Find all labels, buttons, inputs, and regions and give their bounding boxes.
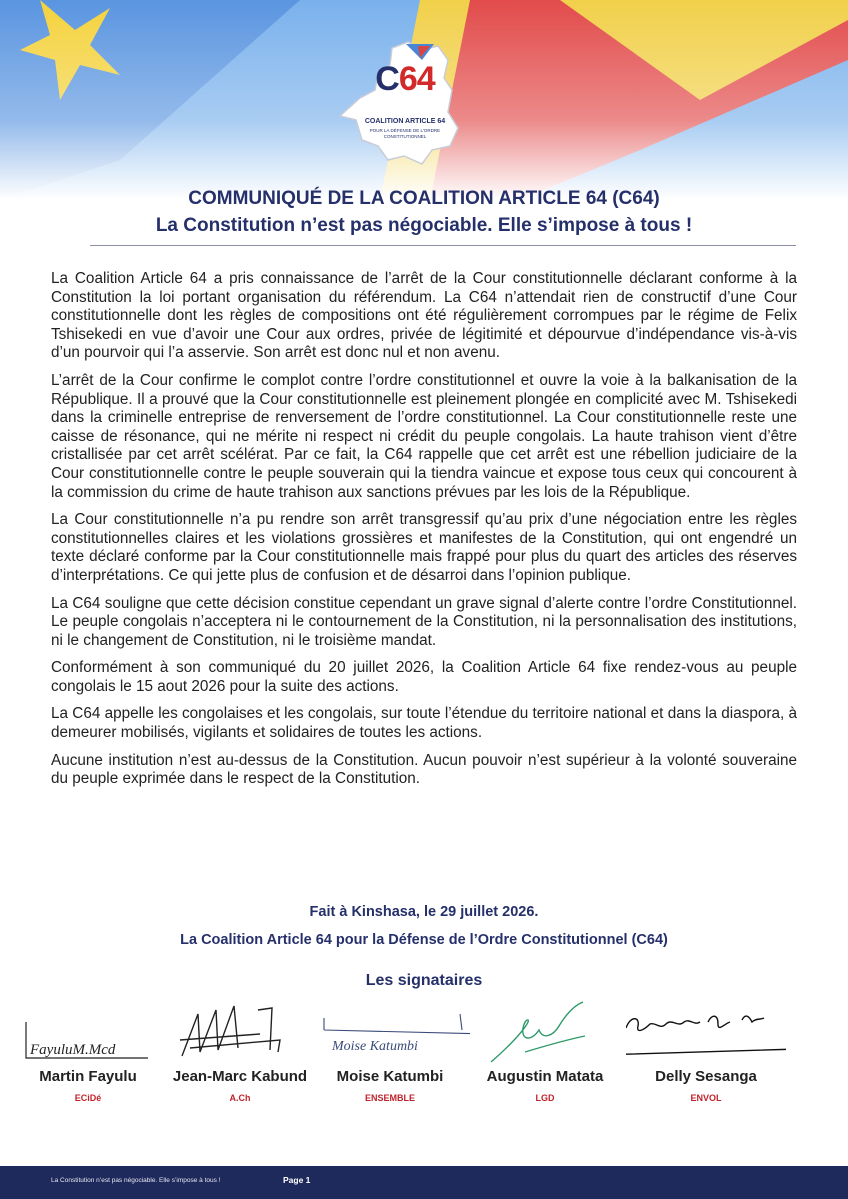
signatory-name: Delly Sesanga: [655, 1068, 757, 1085]
svg-text:FayuluM.Mcd: FayuluM.Mcd: [30, 1042, 116, 1058]
paragraph: La Cour constitutionnelle n’a pu rendre son arrêt transgressif qu’au prix d’une négociation entre les règles constitutionnelles claires et les violations grossières et manifestes de la Constitution, qui ont engendré un texte déclaré conforme par la Cour constitutionnelle mais frappé pour plus du quart des articles des réserves d’interprétations. Ce qui jette plus de confusion et de désarroi dans l’opinion publique.: [51, 511, 797, 584]
paragraph: L’arrêt de la Cour confirme le complot contre l’ordre constitutionnel et ouvre la voie à la balkanisation de la République. Il a prouvé que la Cour constitutionnelle est pleinement plongée en complicité avec M. Tshisekedi dans la criminelle entreprise de renversement de l’ordre constitutionnel. La Cour constitutionnelle reste une caisse de résonance, qui ne mérite ni respect ni crédit du peuple congolais. La haute trahison vient d’être cristallisée par cet arrêt scélérat. Par ce fait, la C64 rappelle que cet arrêt est une rébellion judiciaire de la Cour constitutionnelle contre le peuple souverain qui la tiendra vaincue et expose tous ceux qui concourent à la commission du crime de haute trahison aux sanctions prévues par les lois de la République.: [51, 371, 797, 501]
signature-image: [8, 1000, 168, 1066]
signatory-name: Jean-Marc Kabund: [172, 1068, 308, 1085]
page-title: COMMUNIQUÉ DE LA COALITION ARTICLE 64 (C64): [188, 188, 660, 209]
paragraph: La C64 souligne que cette décision constitue cependant un grave signal d’alerte contre l’ordre Constitutionnel. Le peuple congolais n’acceptera ni le contournement de la Constitution, ni la personnalisation des institutions, ni le changement de Constitution, ni le troisième mandat.: [51, 594, 797, 649]
signature-image: [465, 1000, 625, 1066]
signatory-sesanga: [626, 1000, 786, 1115]
place-date: Fait à Kinshasa, le 29 juillet 2026.: [309, 904, 539, 920]
signatory-matata: [465, 1000, 625, 1115]
signatory-name: Martin Fayulu: [39, 1068, 137, 1085]
page-subtitle: La Constitution n’est pas négociable. Elle s’impose à tous !: [155, 215, 693, 236]
signatory-name: Augustin Matata: [486, 1068, 604, 1085]
paragraph: La C64 appelle les congolaises et les congolais, sur toute l’étendue du territoire national et dans la diaspora, à demeurer mobilisés, vigilants et solidaires de toutes les actions.: [51, 705, 797, 742]
logo-name: COALITION ARTICLE 64: [364, 118, 446, 125]
signatory-party: ENVOL: [690, 1093, 722, 1103]
communique-body: [51, 270, 797, 798]
page-footer: [0, 1166, 848, 1199]
svg-text:Moise Katumbi: Moise Katumbi: [332, 1039, 418, 1054]
signature-image: [626, 1000, 786, 1066]
logo-mark: C64: [375, 60, 435, 98]
signatory-fayulu: [8, 1000, 168, 1115]
paragraph: Aucune institution n’est au-dessus de la Constitution. Aucun pouvoir n’est supérieur à la volonté souveraine du peuple exprimée dans le respect de la Constitution.: [51, 751, 797, 788]
signatory-party: LGD: [535, 1093, 555, 1103]
footer-tagline: La Constitution n’est pas négociable. Elle s’impose à tous !: [51, 1177, 221, 1184]
logo-subtitle: POUR LA DÉFENSE DE L'ORDRE CONSTITUTIONNEL: [369, 128, 441, 139]
signatory-kabund: [160, 1000, 320, 1115]
c64-logo: [330, 20, 480, 170]
signatory-party: ENSEMBLE: [364, 1093, 415, 1103]
title-divider: [90, 245, 796, 246]
signatory-party: ECiDé: [74, 1093, 102, 1103]
signatory-name: Moise Katumbi: [336, 1068, 444, 1085]
signatory-katumbi: [310, 1000, 470, 1115]
signature-image: [310, 1000, 470, 1066]
organization-name: La Coalition Article 64 pour la Défense de l’Ordre Constitutionnel (C64): [180, 932, 668, 948]
signatories-heading: Les signataires: [365, 972, 483, 989]
paragraph: Conformément à son communiqué du 20 juillet 2026, la Coalition Article 64 fixe rendez-vous au peuple congolais le 15 aout 2026 pour la suite des actions.: [51, 659, 797, 695]
signature-image: [160, 1000, 320, 1066]
signatory-party: A.Ch: [229, 1093, 251, 1103]
page-number: Page 1: [283, 1175, 311, 1185]
paragraph: La Coalition Article 64 a pris connaissance de l’arrêt de la Cour constitutionnelle déclarant conforme à la Constitution la loi portant organisation du référendum. La C64 n’attendait rien de constructif d’une Cour constitutionnelle dont les règles de compositions ont été régulièrement corrompues par le régime de Felix Tshisekedi en vue d’avoir une Cour aux ordres, privée de légitimité et dépourvue d’indépendance vis-à-vis d’un pourvoir qui l’a asservie. Son arrêt est donc nul et non avenu.: [51, 270, 797, 362]
